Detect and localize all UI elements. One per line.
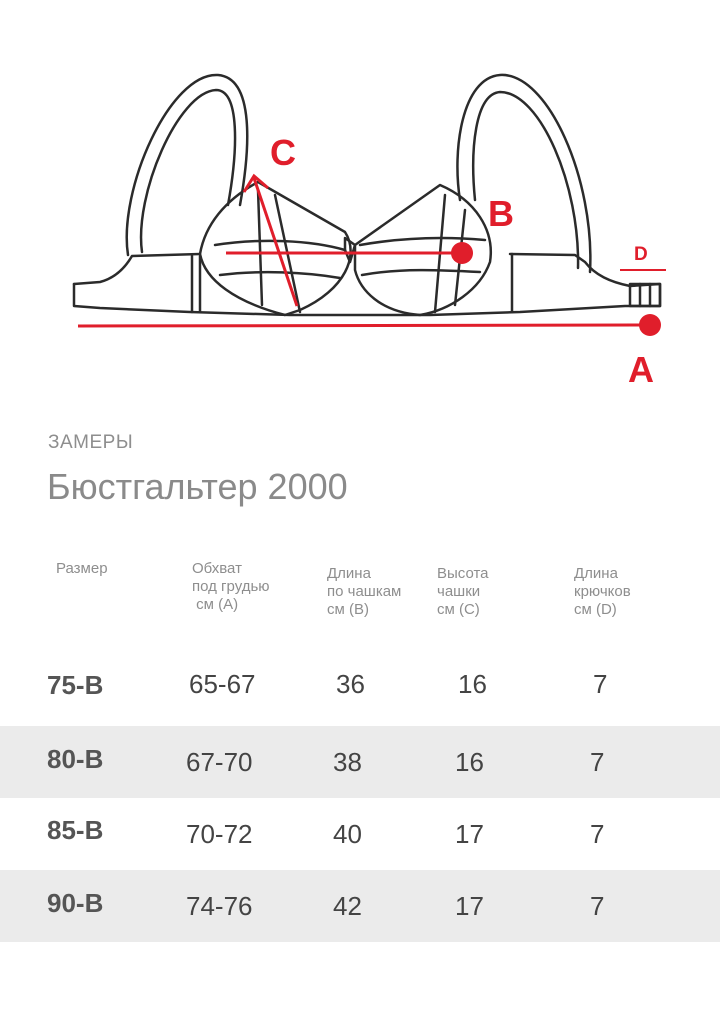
header-underbust: Обхват под грудью см (А): [192, 560, 270, 613]
row-size: 90-B: [47, 888, 104, 918]
table-row: [0, 648, 720, 720]
row-underbust: 65-67: [189, 669, 256, 699]
header-cup-height: Высота чашки см (С): [437, 565, 489, 618]
bra-outline: [74, 75, 660, 315]
row-size: 80-B: [47, 744, 104, 774]
row-cup-length: 42: [333, 891, 362, 921]
row-hook-length: 7: [590, 819, 605, 849]
label-a: A: [628, 349, 654, 390]
row-hook-length: 7: [590, 891, 605, 921]
row-cup-length: 38: [333, 747, 362, 777]
measure-line-a: [78, 325, 650, 326]
row-cup-height: 16: [455, 747, 484, 777]
header-cup-length: Длина по чашкам см (В): [327, 565, 402, 618]
table-row: [0, 726, 720, 798]
table-row: [0, 870, 720, 942]
row-underbust: 70-72: [186, 819, 253, 849]
row-underbust: 67-70: [186, 747, 253, 777]
row-underbust: 74-76: [186, 891, 253, 921]
section-label: ЗАМЕРЫ: [48, 432, 134, 453]
table-row: [0, 798, 720, 870]
header-hook-length: Длина крючков см (D): [574, 565, 631, 618]
row-cup-height: 17: [455, 891, 484, 921]
header-size: Размер: [56, 560, 108, 577]
measure-point-b: [451, 242, 473, 264]
label-c: C: [270, 132, 296, 173]
row-size: 85-B: [47, 815, 104, 845]
bra-measurement-diagram: [0, 0, 720, 410]
product-title: Бюстгальтер 2000: [47, 466, 348, 507]
row-cup-length: 36: [336, 669, 365, 699]
row-cup-height: 17: [455, 819, 484, 849]
measure-point-a: [639, 314, 661, 336]
row-cup-length: 40: [333, 819, 362, 849]
row-hook-length: 7: [593, 669, 608, 699]
row-cup-height: 16: [458, 669, 487, 699]
label-b: B: [488, 193, 514, 234]
row-size: 75-B: [47, 670, 104, 700]
label-d: D: [634, 244, 648, 265]
row-hook-length: 7: [590, 747, 605, 777]
